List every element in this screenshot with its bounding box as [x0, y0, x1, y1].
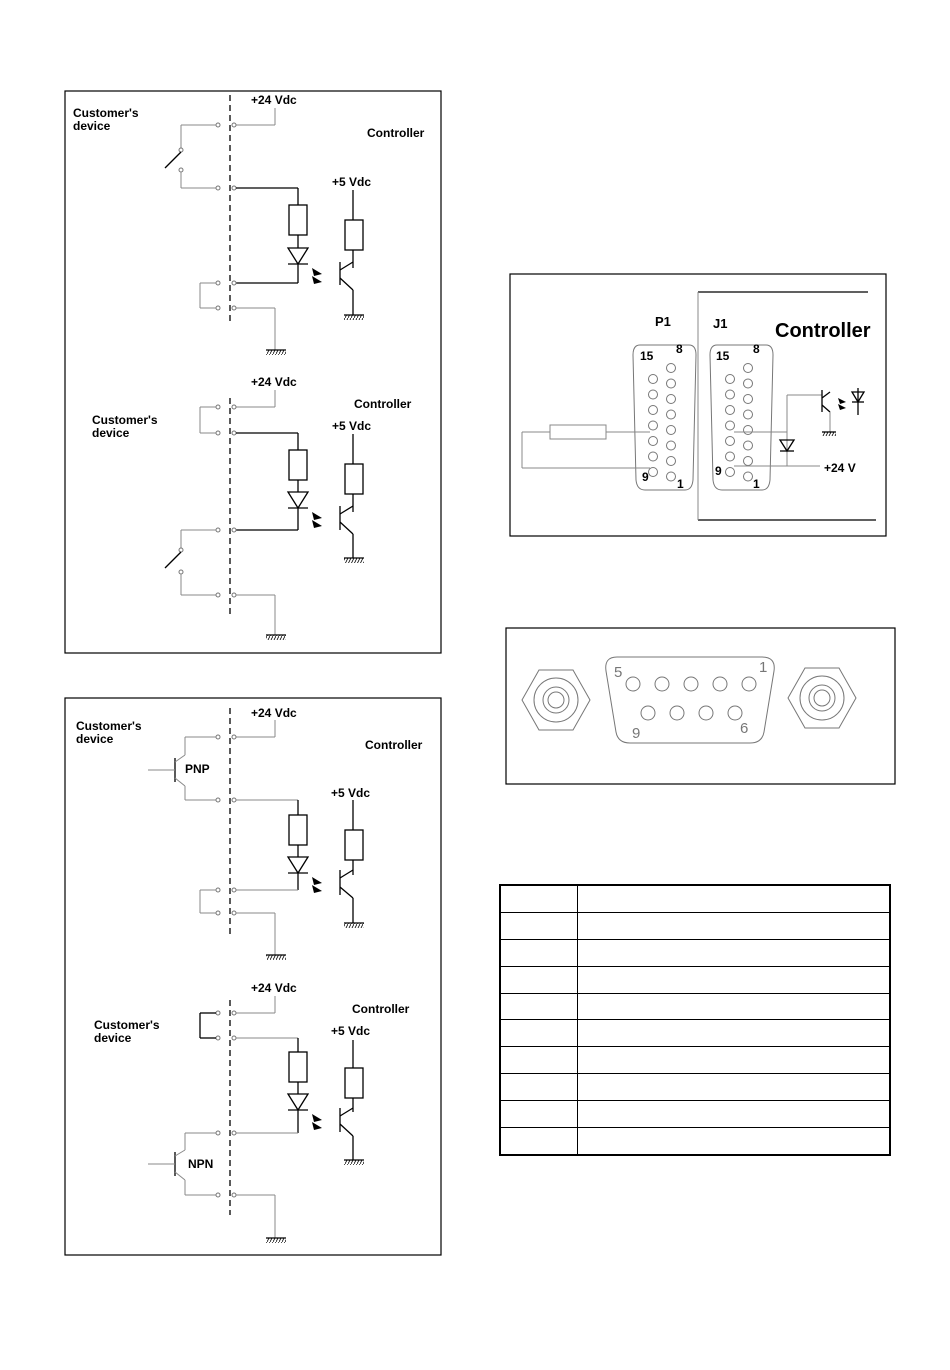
table-cell — [500, 939, 578, 966]
circuit-npn — [94, 981, 410, 1243]
j1-pin-8: 8 — [753, 342, 760, 356]
supply-5-label: +5 Vdc — [332, 419, 372, 433]
connector-pin — [649, 452, 658, 461]
db9-pin-5-label: 5 — [614, 664, 623, 681]
resistor — [550, 425, 606, 439]
connector-pin — [744, 410, 753, 419]
controller-label: Controller — [352, 1002, 410, 1016]
table-row — [500, 1128, 890, 1155]
j1-pin-9: 9 — [715, 464, 722, 478]
table-cell — [500, 993, 578, 1020]
left-standoff — [522, 670, 590, 730]
supply-24-label: +24 Vdc — [251, 706, 297, 720]
pnp-label: PNP — [185, 762, 210, 776]
table-row — [500, 966, 890, 993]
j1-pin-1: 1 — [753, 477, 760, 491]
supply-5-label: +5 Vdc — [332, 175, 372, 189]
right-standoff — [788, 668, 856, 728]
controller-label: Controller — [775, 320, 871, 342]
connector-pin — [744, 364, 753, 373]
table-cell — [500, 1020, 578, 1047]
circuit-contact-a — [73, 93, 425, 355]
panel-connector-wiring — [510, 274, 886, 536]
customer-label-line1: Customer's — [73, 106, 139, 120]
supply-5-label: +5 Vdc — [331, 786, 371, 800]
db9-shell — [606, 657, 775, 743]
p1-label: P1 — [655, 314, 671, 329]
connector-pin — [744, 426, 753, 435]
resistor — [289, 205, 307, 235]
table-cell — [578, 1074, 891, 1101]
table-row — [500, 1020, 890, 1047]
pin-assignment-table — [499, 884, 891, 1156]
connector-pin — [744, 472, 753, 481]
connector-pin — [726, 390, 735, 399]
table-cell — [578, 1047, 891, 1074]
customer-label-line2: device — [92, 426, 130, 440]
supply-5-label: +5 Vdc — [331, 1024, 371, 1038]
j1-pin-15: 15 — [716, 349, 730, 363]
customer-label-line2: device — [76, 732, 114, 746]
switch-contact — [165, 152, 181, 168]
table-cell — [578, 966, 891, 993]
customer-label-line2: device — [94, 1031, 132, 1045]
p1-pin-9: 9 — [642, 470, 649, 484]
supply-24-label: +24 Vdc — [251, 93, 297, 107]
table-row — [500, 1047, 890, 1074]
supply-24-label: +24 Vdc — [251, 375, 297, 389]
table-cell — [578, 1020, 891, 1047]
table-cell — [578, 1128, 891, 1155]
supply-24-label: +24 Vdc — [251, 981, 297, 995]
connector-pin — [649, 406, 658, 415]
controller-label: Controller — [367, 126, 425, 140]
panel-contact-inputs — [65, 91, 441, 653]
p1-pin-15: 15 — [640, 349, 654, 363]
connector-pin — [726, 421, 735, 430]
db9-pin-9-label: 9 — [632, 725, 641, 742]
connector-pin — [667, 410, 676, 419]
table-cell — [500, 1047, 578, 1074]
p1-pin-1: 1 — [677, 477, 684, 491]
table-cell — [500, 885, 578, 912]
table-cell — [500, 912, 578, 939]
table-row — [500, 1101, 890, 1128]
connector-pin — [744, 395, 753, 404]
table-cell — [578, 912, 891, 939]
controller-label: Controller — [365, 738, 423, 752]
connector-pin — [667, 395, 676, 404]
connector-pin — [744, 441, 753, 450]
table-cell — [578, 885, 891, 912]
connector-pin — [667, 457, 676, 466]
connector-pin — [667, 426, 676, 435]
table-row — [500, 939, 890, 966]
connector-pin — [726, 452, 735, 461]
customer-label-line1: Customer's — [94, 1018, 160, 1032]
npn-label: NPN — [188, 1157, 214, 1171]
table-cell — [500, 1128, 578, 1155]
supply-label: +24 V — [824, 461, 856, 475]
connector-pin — [726, 375, 735, 384]
customer-label-line1: Customer's — [92, 413, 158, 427]
table-cell — [578, 939, 891, 966]
connector-pin — [649, 375, 658, 384]
led-diode — [288, 248, 308, 264]
table-cell — [578, 993, 891, 1020]
circuit-contact-b — [92, 375, 412, 640]
table-row — [500, 993, 890, 1020]
circuit-pnp — [76, 706, 423, 960]
table-cell — [578, 1101, 891, 1128]
connector-pin — [726, 437, 735, 446]
connector-pin — [744, 457, 753, 466]
connector-pin — [744, 379, 753, 388]
table-row — [500, 1074, 890, 1101]
connector-pin — [649, 390, 658, 399]
connector-pin — [667, 441, 676, 450]
table-cell — [500, 966, 578, 993]
j1-label: J1 — [713, 316, 728, 331]
connector-pin — [667, 379, 676, 388]
table-row — [500, 885, 890, 912]
connector-pin — [667, 472, 676, 481]
connector-pin — [649, 421, 658, 430]
controller-label: Controller — [354, 397, 412, 411]
table-cell — [500, 1101, 578, 1128]
p1-pin-8: 8 — [676, 342, 683, 356]
table-cell — [500, 1074, 578, 1101]
db9-pin-6-label: 6 — [740, 720, 749, 737]
db9-pin-1-label: 1 — [759, 659, 768, 676]
connector-pin — [667, 364, 676, 373]
connector-pin — [726, 406, 735, 415]
connector-pin — [649, 437, 658, 446]
customer-label-line1: Customer's — [76, 719, 142, 733]
table-row — [500, 912, 890, 939]
connector-pin — [726, 468, 735, 477]
panel-transistor-inputs — [65, 698, 441, 1255]
panel-db9-connector — [506, 628, 895, 784]
connector-pin — [649, 468, 658, 477]
customer-label-line2: device — [73, 119, 111, 133]
